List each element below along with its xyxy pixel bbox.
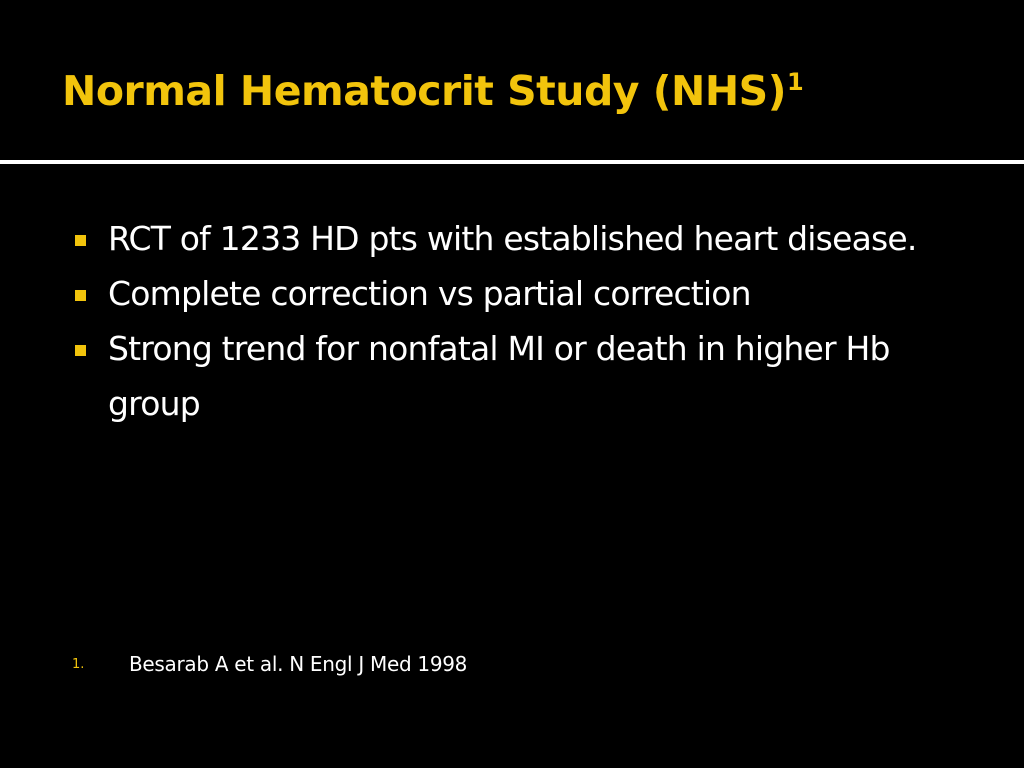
slide-title-text: Normal Hematocrit Study (NHS): [62, 67, 786, 115]
square-bullet-icon: [75, 235, 86, 246]
square-bullet-icon: [75, 345, 86, 356]
bullet-text: Complete correction vs partial correction: [108, 274, 751, 313]
title-footnote-marker: 1: [786, 68, 804, 96]
footnote-citation: Besarab A et al. N Engl J Med 1998: [129, 652, 468, 676]
bullet-item: [72, 321, 922, 431]
bullet-text: Strong trend for nonfatal MI or death in higher Hb group: [108, 329, 890, 423]
bullet-text: RCT of 1233 HD pts with established heart disease.: [108, 219, 917, 258]
bullet-item: [72, 211, 922, 266]
bullet-list: [72, 211, 922, 431]
reference-footnote: [72, 650, 772, 680]
footnote-number: 1.: [72, 657, 85, 672]
title-divider: [0, 160, 1024, 164]
square-bullet-icon: [75, 290, 86, 301]
bullet-item: [72, 266, 922, 321]
slide-title: [62, 58, 803, 124]
